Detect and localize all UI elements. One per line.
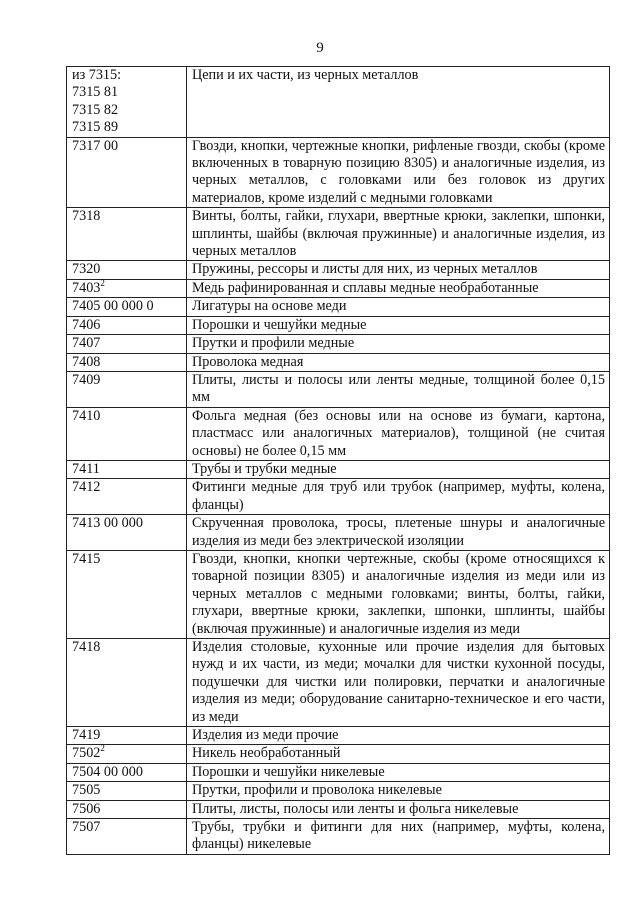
code-cell	[67, 316, 187, 334]
description-cell: Скрученная проволока, тросы, плетеные шнуры и аналогичные изделия из меди без электрической изоляции	[187, 515, 610, 551]
code-cell	[67, 279, 187, 297]
table-row	[67, 316, 610, 334]
description-cell: Фольга медная (без основы или на основе из бумаги, картона, пластмасс или аналогичных материалов), толщиной (не считая основы) не более 0,15 мм	[187, 407, 610, 460]
hs-code: 7502	[72, 745, 101, 762]
hs-code: из 7315: 7315 81 7315 82 7315 89	[72, 67, 122, 136]
hs-code: 7405 00 000 0	[72, 298, 154, 315]
table-row	[67, 819, 610, 855]
table-row	[67, 279, 610, 297]
commodity-codes-table	[66, 66, 610, 855]
hs-code: 7410	[72, 407, 101, 424]
table-row	[67, 353, 610, 371]
description-cell: Изделия столовые, кухонные или прочие изделия для бытовых нужд и их части, из меди; мочалки для чистки кухонной посуды, подушечки для чистки или полировки, перчатки и аналогичные изделия из меди; оборудование санитарно-техническое и его части, из меди	[187, 639, 610, 727]
hs-code: 7317 00	[72, 137, 119, 154]
code-cell	[67, 371, 187, 407]
table-row	[67, 782, 610, 800]
description-cell: Фитинги медные для труб или трубок (например, муфты, колена, фланцы)	[187, 479, 610, 515]
hs-code: 7409	[72, 371, 101, 388]
hs-code: 7411	[72, 460, 100, 477]
table-row	[67, 298, 610, 316]
table-row	[67, 208, 610, 261]
code-cell	[67, 515, 187, 551]
description-cell: Порошки и чешуйки медные	[187, 316, 610, 334]
footnote-marker: 2	[100, 743, 105, 754]
code-cell	[67, 763, 187, 781]
table-row	[67, 137, 610, 208]
description-cell: Трубы и трубки медные	[187, 460, 610, 478]
table-row	[67, 763, 610, 781]
description-cell: Гвозди, кнопки, чертежные кнопки, рифленые гвозди, скобы (кроме включенных в товарную позицию 8305) и аналогичные изделия, из черных металлов, с головками или без головок из других материалов, кроме изделий с медными головками	[187, 137, 610, 208]
description-cell: Трубы, трубки и фитинги для них (например, муфты, колена, фланцы) никелевые	[187, 819, 610, 855]
code-cell	[67, 727, 187, 745]
table-row	[67, 800, 610, 818]
code-cell	[67, 550, 187, 638]
hs-code: 7415	[72, 550, 101, 567]
table-row	[67, 460, 610, 478]
hs-code: 7406	[72, 316, 101, 333]
description-cell: Порошки и чешуйки никелевые	[187, 763, 610, 781]
hs-code: 7504 00 000	[72, 763, 143, 780]
table-row	[67, 371, 610, 407]
code-cell	[67, 335, 187, 353]
hs-code: 7505	[72, 782, 101, 799]
hs-code: 7408	[72, 353, 101, 370]
code-cell	[67, 298, 187, 316]
page-number: 9	[316, 40, 324, 56]
hs-code: 7418	[72, 639, 101, 655]
description-cell: Гвозди, кнопки, кнопки чертежные, скобы (кроме относящихся к товарной позиции 8305) и аналогичные изделия из меди или из черных металлов с медными головками; винты, болты, гайки, глухари, ввертные крюки, заклепки, шпонки, шплинты, шайбы (включая пружинные) и аналогичные изделия из меди	[187, 550, 610, 638]
description-cell: Винты, болты, гайки, глухари, ввертные крюки, заклепки, шпонки, шплинты, шайбы (включая пружинные) и аналогичные изделия, из черных металлов	[187, 208, 610, 261]
code-cell	[67, 479, 187, 515]
hs-code: 7413 00 000	[72, 515, 143, 532]
description-cell: Прутки, профили и проволока никелевые	[187, 782, 610, 800]
description-cell: Цепи и их части, из черных металлов	[187, 67, 610, 138]
table-row	[67, 479, 610, 515]
code-cell	[67, 208, 187, 261]
table-row	[67, 67, 610, 138]
table-row	[67, 407, 610, 460]
code-cell	[67, 639, 187, 727]
code-cell	[67, 407, 187, 460]
code-cell	[67, 782, 187, 800]
hs-code: 7320	[72, 261, 101, 278]
hs-code: 7419	[72, 727, 101, 744]
table-row	[67, 639, 610, 727]
description-cell: Проволока медная	[187, 353, 610, 371]
hs-code: 7507	[72, 819, 101, 836]
table-row	[67, 745, 610, 763]
description-cell: Плиты, листы, полосы или ленты и фольга никелевые	[187, 800, 610, 818]
description-cell: Изделия из меди прочие	[187, 727, 610, 745]
table-row	[67, 727, 610, 745]
code-cell	[67, 261, 187, 279]
table-row	[67, 261, 610, 279]
hs-code: 7506	[72, 800, 101, 817]
code-cell	[67, 800, 187, 818]
table-row	[67, 550, 610, 638]
description-cell: Лигатуры на основе меди	[187, 298, 610, 316]
description-cell: Плиты, листы и полосы или ленты медные, толщиной более 0,15 мм	[187, 371, 610, 407]
description-cell: Никель необработанный	[187, 745, 610, 763]
code-cell	[67, 67, 187, 138]
code-cell	[67, 819, 187, 855]
hs-code: 7412	[72, 479, 101, 496]
description-cell: Пружины, рессоры и листы для них, из черных металлов	[187, 261, 610, 279]
code-cell	[67, 353, 187, 371]
code-cell	[67, 137, 187, 208]
code-cell	[67, 460, 187, 478]
hs-code: 7318	[72, 208, 101, 225]
code-cell	[67, 745, 187, 763]
hs-code: 7403	[72, 279, 101, 296]
footnote-marker: 2	[100, 277, 105, 288]
hs-code: 7407	[72, 335, 101, 352]
description-cell: Медь рафинированная и сплавы медные необработанные	[187, 279, 610, 297]
table-body	[67, 67, 610, 855]
table-row	[67, 515, 610, 551]
description-cell: Прутки и профили медные	[187, 335, 610, 353]
table-row	[67, 335, 610, 353]
